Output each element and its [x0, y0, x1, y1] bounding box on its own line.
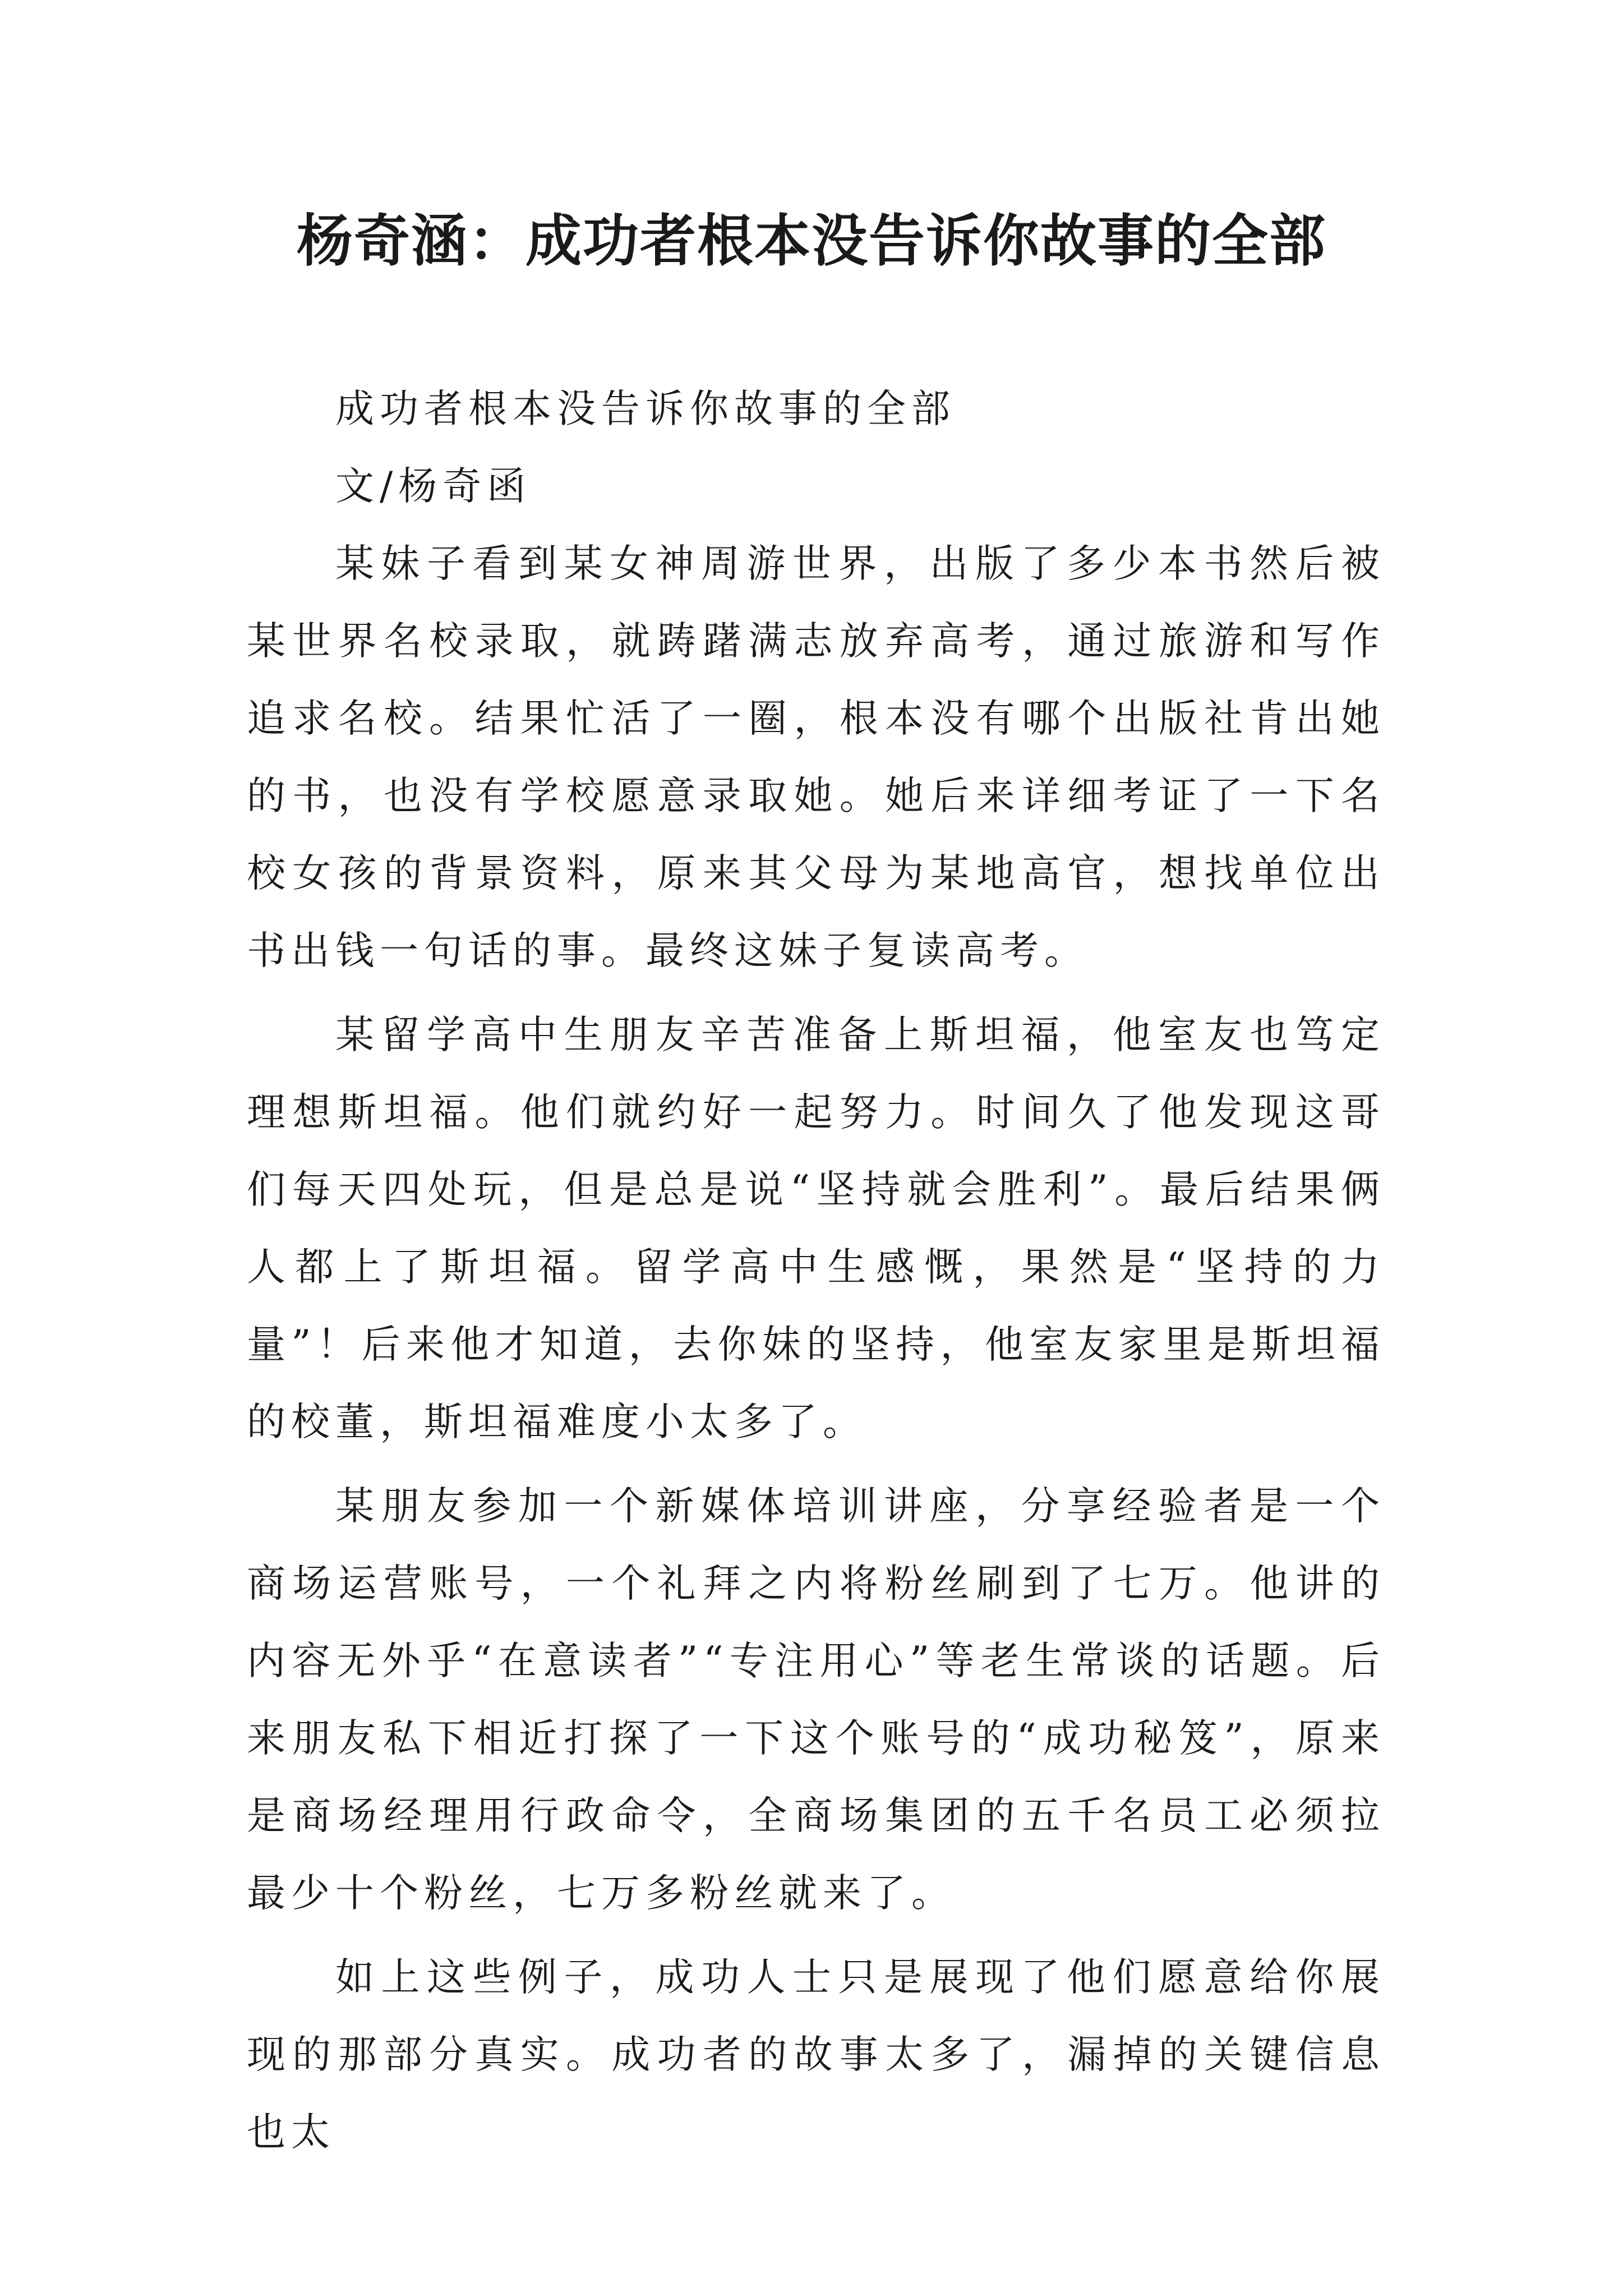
document-title: 杨奇涵：成功者根本没告诉你故事的全部	[297, 208, 1326, 274]
article-byline: 文/杨奇函	[335, 464, 532, 509]
paragraph-4: 如上这些例子，成功人士只是展现了他们愿意给你展现的那部分真实。成功者的故事太多了，漏掉的关键信息也太	[247, 1955, 1385, 2155]
paragraph-1: 某妹子看到某女神周游世界，出版了多少本书然后被某世界名校录取，就踌躇满志放弃高考，通过旅游和写作追求名校。结果忙活了一圈，根本没有哪个出版社肯出她的书，也没有学校愿意录取她。她后来详细考证了一下名校女孩的背景资料，原来其父母为某地高官，想找单位出书出钱一句话的事。最终这妹子复读高考。	[247, 541, 1385, 973]
paragraph-2: 某留学高中生朋友辛苦准备上斯坦福，他室友也笃定理想斯坦福。他们就约好一起努力。时间久了他发现这哥们每天四处玩，但是总是说“坚持就会胜利”。最后结果俩人都上了斯坦福。留学高中生感慨，果然是“坚持的力量”！后来他才知道，去你妹的坚持，他室友家里是斯坦福的校董，斯坦福难度小太多了。	[247, 1013, 1385, 1444]
document-body	[247, 370, 1385, 2171]
paragraph-3: 某朋友参加一个新媒体培训讲座，分享经验者是一个商场运营账号，一个礼拜之内将粉丝刷到了七万。他讲的内容无外乎“在意读者”“专注用心”等老生常谈的话题。后来朋友私下相近打探了一下这个账号的“成功秘笈”，原来是商场经理用行政命令，全商场集团的五千名员工必须拉最少十个粉丝，七万多粉丝就来了。	[247, 1484, 1385, 1916]
article-subtitle: 成功者根本没告诉你故事的全部	[335, 386, 956, 431]
